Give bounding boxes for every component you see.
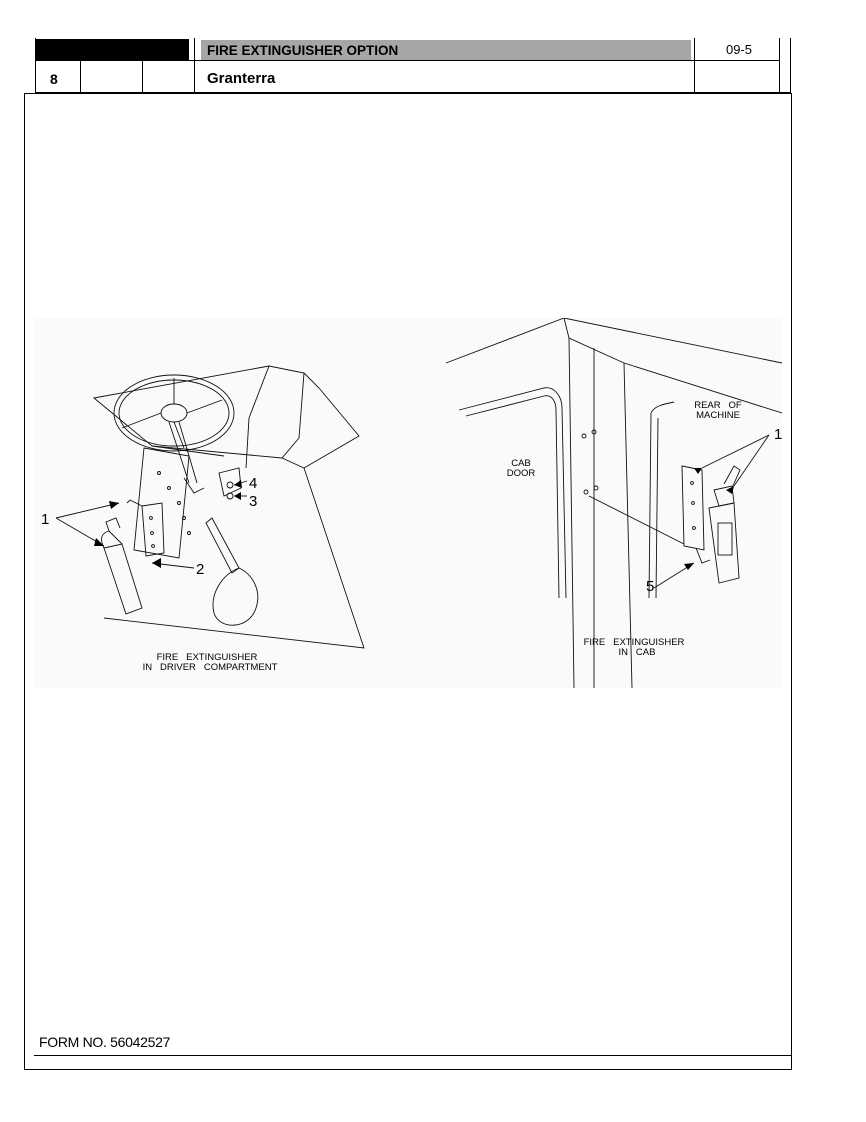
header-grid-line [194, 38, 195, 93]
rear-label-line2: MACHINE [696, 410, 740, 421]
model-name: Granterra [207, 70, 276, 87]
header-grid-line [790, 38, 791, 93]
right-caption-line1: FIRE EXTINGUISHER [583, 637, 685, 648]
door-label-line1: CAB [511, 458, 531, 469]
callout-5: 5 [646, 578, 655, 595]
door-label-line2: DOOR [506, 468, 536, 479]
illustration [34, 318, 782, 688]
right-caption-line2: IN CAB [618, 647, 656, 658]
header-grid-line [694, 38, 695, 93]
header-grid-line [779, 38, 780, 93]
section-number: 8 [50, 71, 58, 87]
callout-2: 2 [196, 561, 205, 578]
callout-4: 4 [249, 475, 258, 492]
left-caption-line1: FIRE EXTINGUISHER [156, 652, 258, 663]
callout-1-left: 1 [41, 511, 50, 528]
header-grid-line [35, 38, 36, 93]
header-grid-line [80, 60, 81, 93]
rear-label-line1: REAR OF [694, 400, 742, 411]
footer-rule [34, 1055, 791, 1056]
callout-3: 3 [249, 493, 258, 510]
page-title: FIRE EXTINGUISHER OPTION [207, 43, 399, 58]
left-caption-line2: IN DRIVER COMPARTMENT [142, 662, 278, 673]
form-number: FORM NO. 56042527 [39, 1034, 171, 1050]
header-grid-line [142, 60, 143, 93]
callout-1-right: 1 [774, 426, 782, 443]
page-frame-bottom [24, 1069, 791, 1070]
header-black-bar [35, 39, 189, 60]
header-grid-line [35, 60, 780, 61]
page-code: 09-5 [726, 42, 753, 57]
